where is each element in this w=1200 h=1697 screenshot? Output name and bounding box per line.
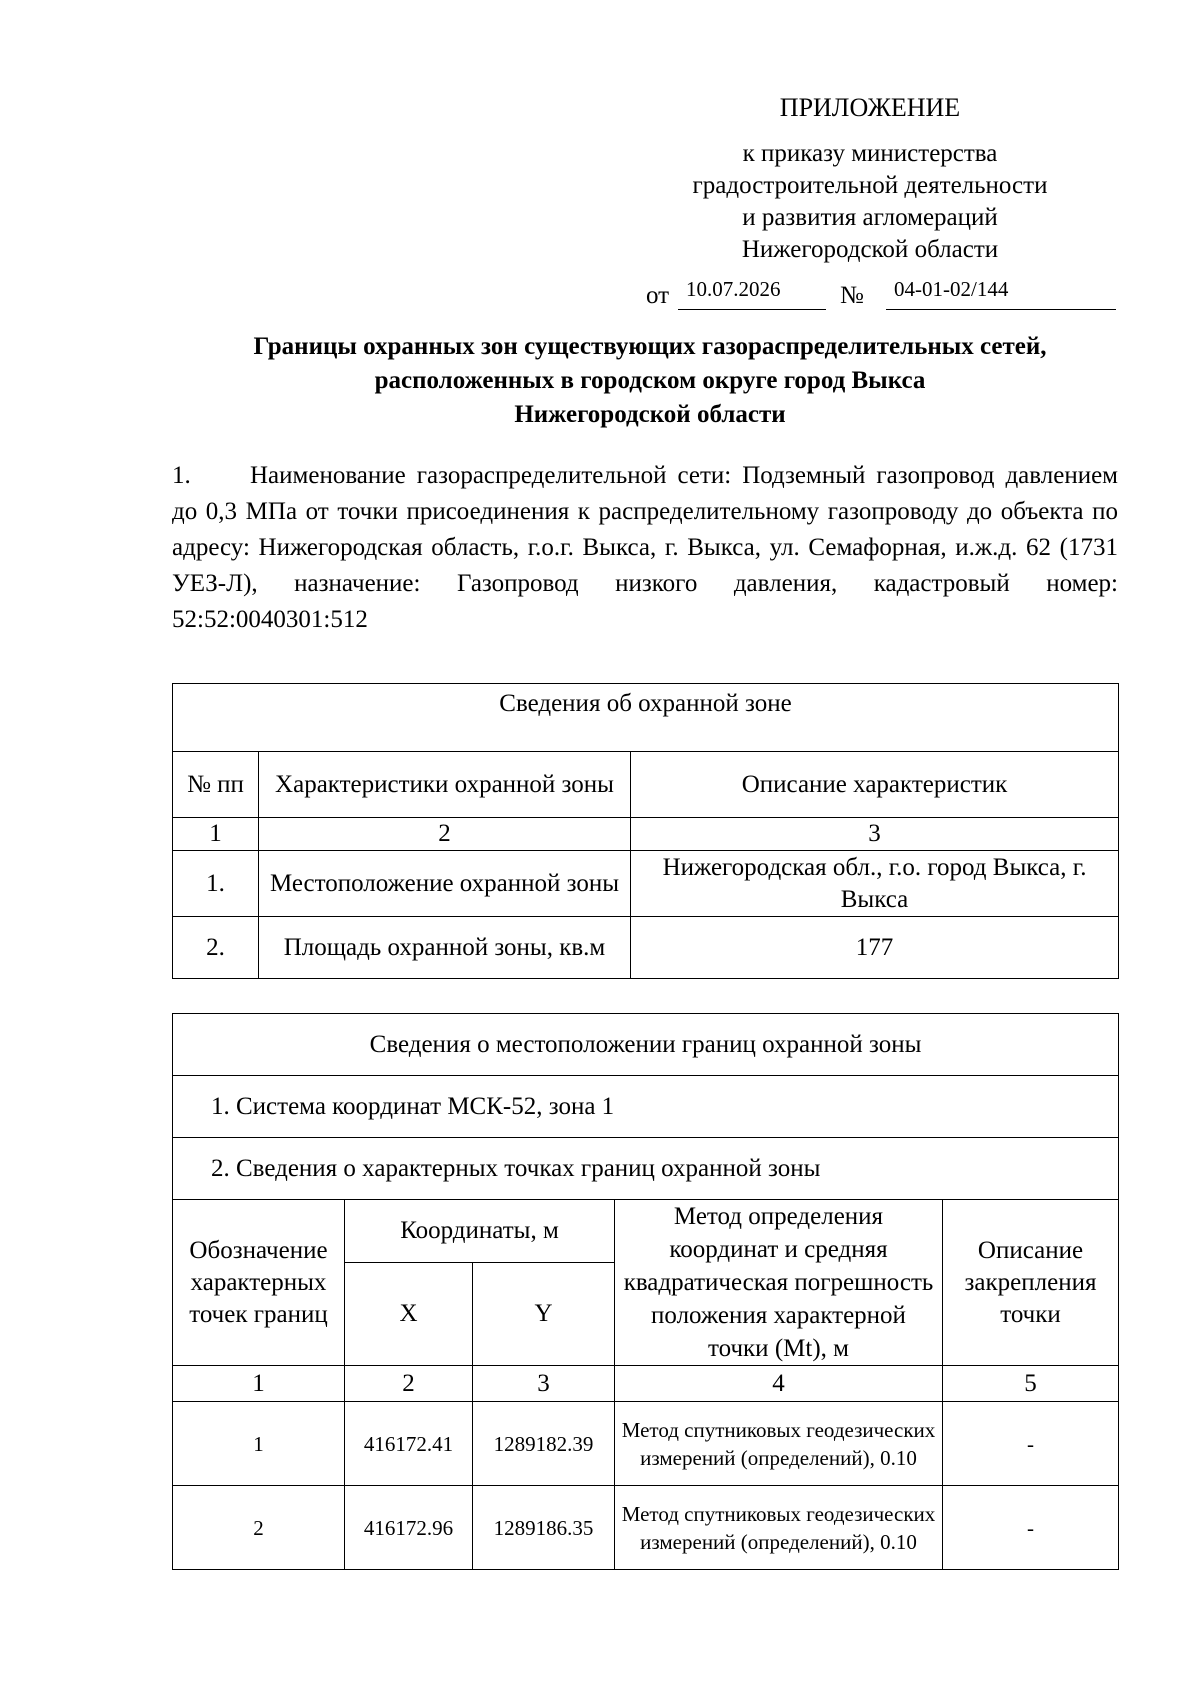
point-method: Метод спутниковых геодезических измерений (определений), 0.10 (615, 1402, 943, 1486)
points-title: 2. Сведения о характерных точках границ охранной зоны (173, 1138, 1119, 1200)
header-num: № пп (173, 752, 259, 818)
coord-system: 1. Система координат МСК-52, зона 1 (173, 1076, 1119, 1138)
col-number: 3 (631, 818, 1119, 851)
section-number: 1. (172, 462, 191, 489)
number-label: № (840, 282, 864, 309)
title-line: Нижегородской области (514, 401, 786, 428)
col-number: 1 (173, 1366, 345, 1402)
approval-title: ПРИЛОЖЕНИЕ (779, 93, 961, 122)
location-title: Сведения о местоположении границ охранной зоны (173, 1014, 1119, 1076)
header-y: Y (473, 1262, 615, 1365)
col-number: 2 (259, 818, 631, 851)
header-characteristics: Характеристики охранной зоны (259, 752, 631, 818)
zone-info-table (172, 683, 1119, 979)
order-number: 04-01-02/144 (886, 276, 1116, 310)
approval-block (640, 92, 1100, 266)
row-num: 1. (173, 851, 259, 917)
row-value: 177 (631, 917, 1119, 979)
point-id: 2 (173, 1486, 345, 1570)
header-designation: Обозначение характерных точек границ (173, 1200, 345, 1366)
zone-info-title: Сведения об охранной зоне (173, 684, 1119, 752)
document-title (130, 330, 1170, 432)
header-coords: Координаты, м (345, 1200, 615, 1263)
row-name: Местоположение охранной зоны (259, 851, 631, 917)
title-line: расположенных в городском округе город Выкса (374, 367, 926, 394)
col-number: 3 (473, 1366, 615, 1402)
point-fixing: - (943, 1486, 1119, 1570)
header-fixing: Описание закрепления точки (943, 1200, 1119, 1366)
approval-line: и развития агломераций (742, 204, 998, 231)
point-fixing: - (943, 1402, 1119, 1486)
header-description: Описание характеристик (631, 752, 1119, 818)
location-table (172, 1013, 1119, 1570)
point-y: 1289182.39 (473, 1402, 615, 1486)
approval-line: градостроительной деятельности (692, 172, 1048, 199)
section-text: Наименование газораспределительной сети: Подземный газопровод давлением до 0,3 МПа от точки присоединения к распределительному газопроводу до объекта по адресу: Нижегородская область, г.о.г. Выкса, г. Выкса, ул. Семафорная, и.ж.д. 62 (1731 УЕЗ-Л), назначение: Газопровод низкого давления, кадастровый номер: 52:52:0040301:512 (172, 462, 1118, 633)
col-number: 2 (345, 1366, 473, 1402)
date-label: от (646, 282, 670, 309)
table-row (173, 851, 1119, 917)
col-number: 4 (615, 1366, 943, 1402)
col-number: 5 (943, 1366, 1119, 1402)
title-line: Границы охранных зон существующих газораспределительных сетей, (253, 333, 1047, 360)
point-x: 416172.41 (345, 1402, 473, 1486)
point-id: 1 (173, 1402, 345, 1486)
table-row (173, 1486, 1119, 1570)
approval-line: Нижегородской области (741, 236, 999, 263)
point-x: 416172.96 (345, 1486, 473, 1570)
header-method: Метод определения координат и средняя квадратическая погрешность положения характерной точки (Mt), м (615, 1200, 943, 1366)
order-date-number (646, 276, 1116, 312)
col-number: 1 (173, 818, 259, 851)
row-value: Нижегородская обл., г.о. город Выкса, г. Выкса (631, 851, 1119, 917)
row-num: 2. (173, 917, 259, 979)
network-description (172, 458, 1118, 638)
header-x: X (345, 1262, 473, 1365)
point-y: 1289186.35 (473, 1486, 615, 1570)
table-row (173, 1402, 1119, 1486)
row-name: Площадь охранной зоны, кв.м (259, 917, 631, 979)
point-method: Метод спутниковых геодезических измерений (определений), 0.10 (615, 1486, 943, 1570)
approval-line: к приказу министерства (742, 140, 998, 167)
table-row (173, 917, 1119, 979)
order-date: 10.07.2026 (678, 276, 826, 310)
